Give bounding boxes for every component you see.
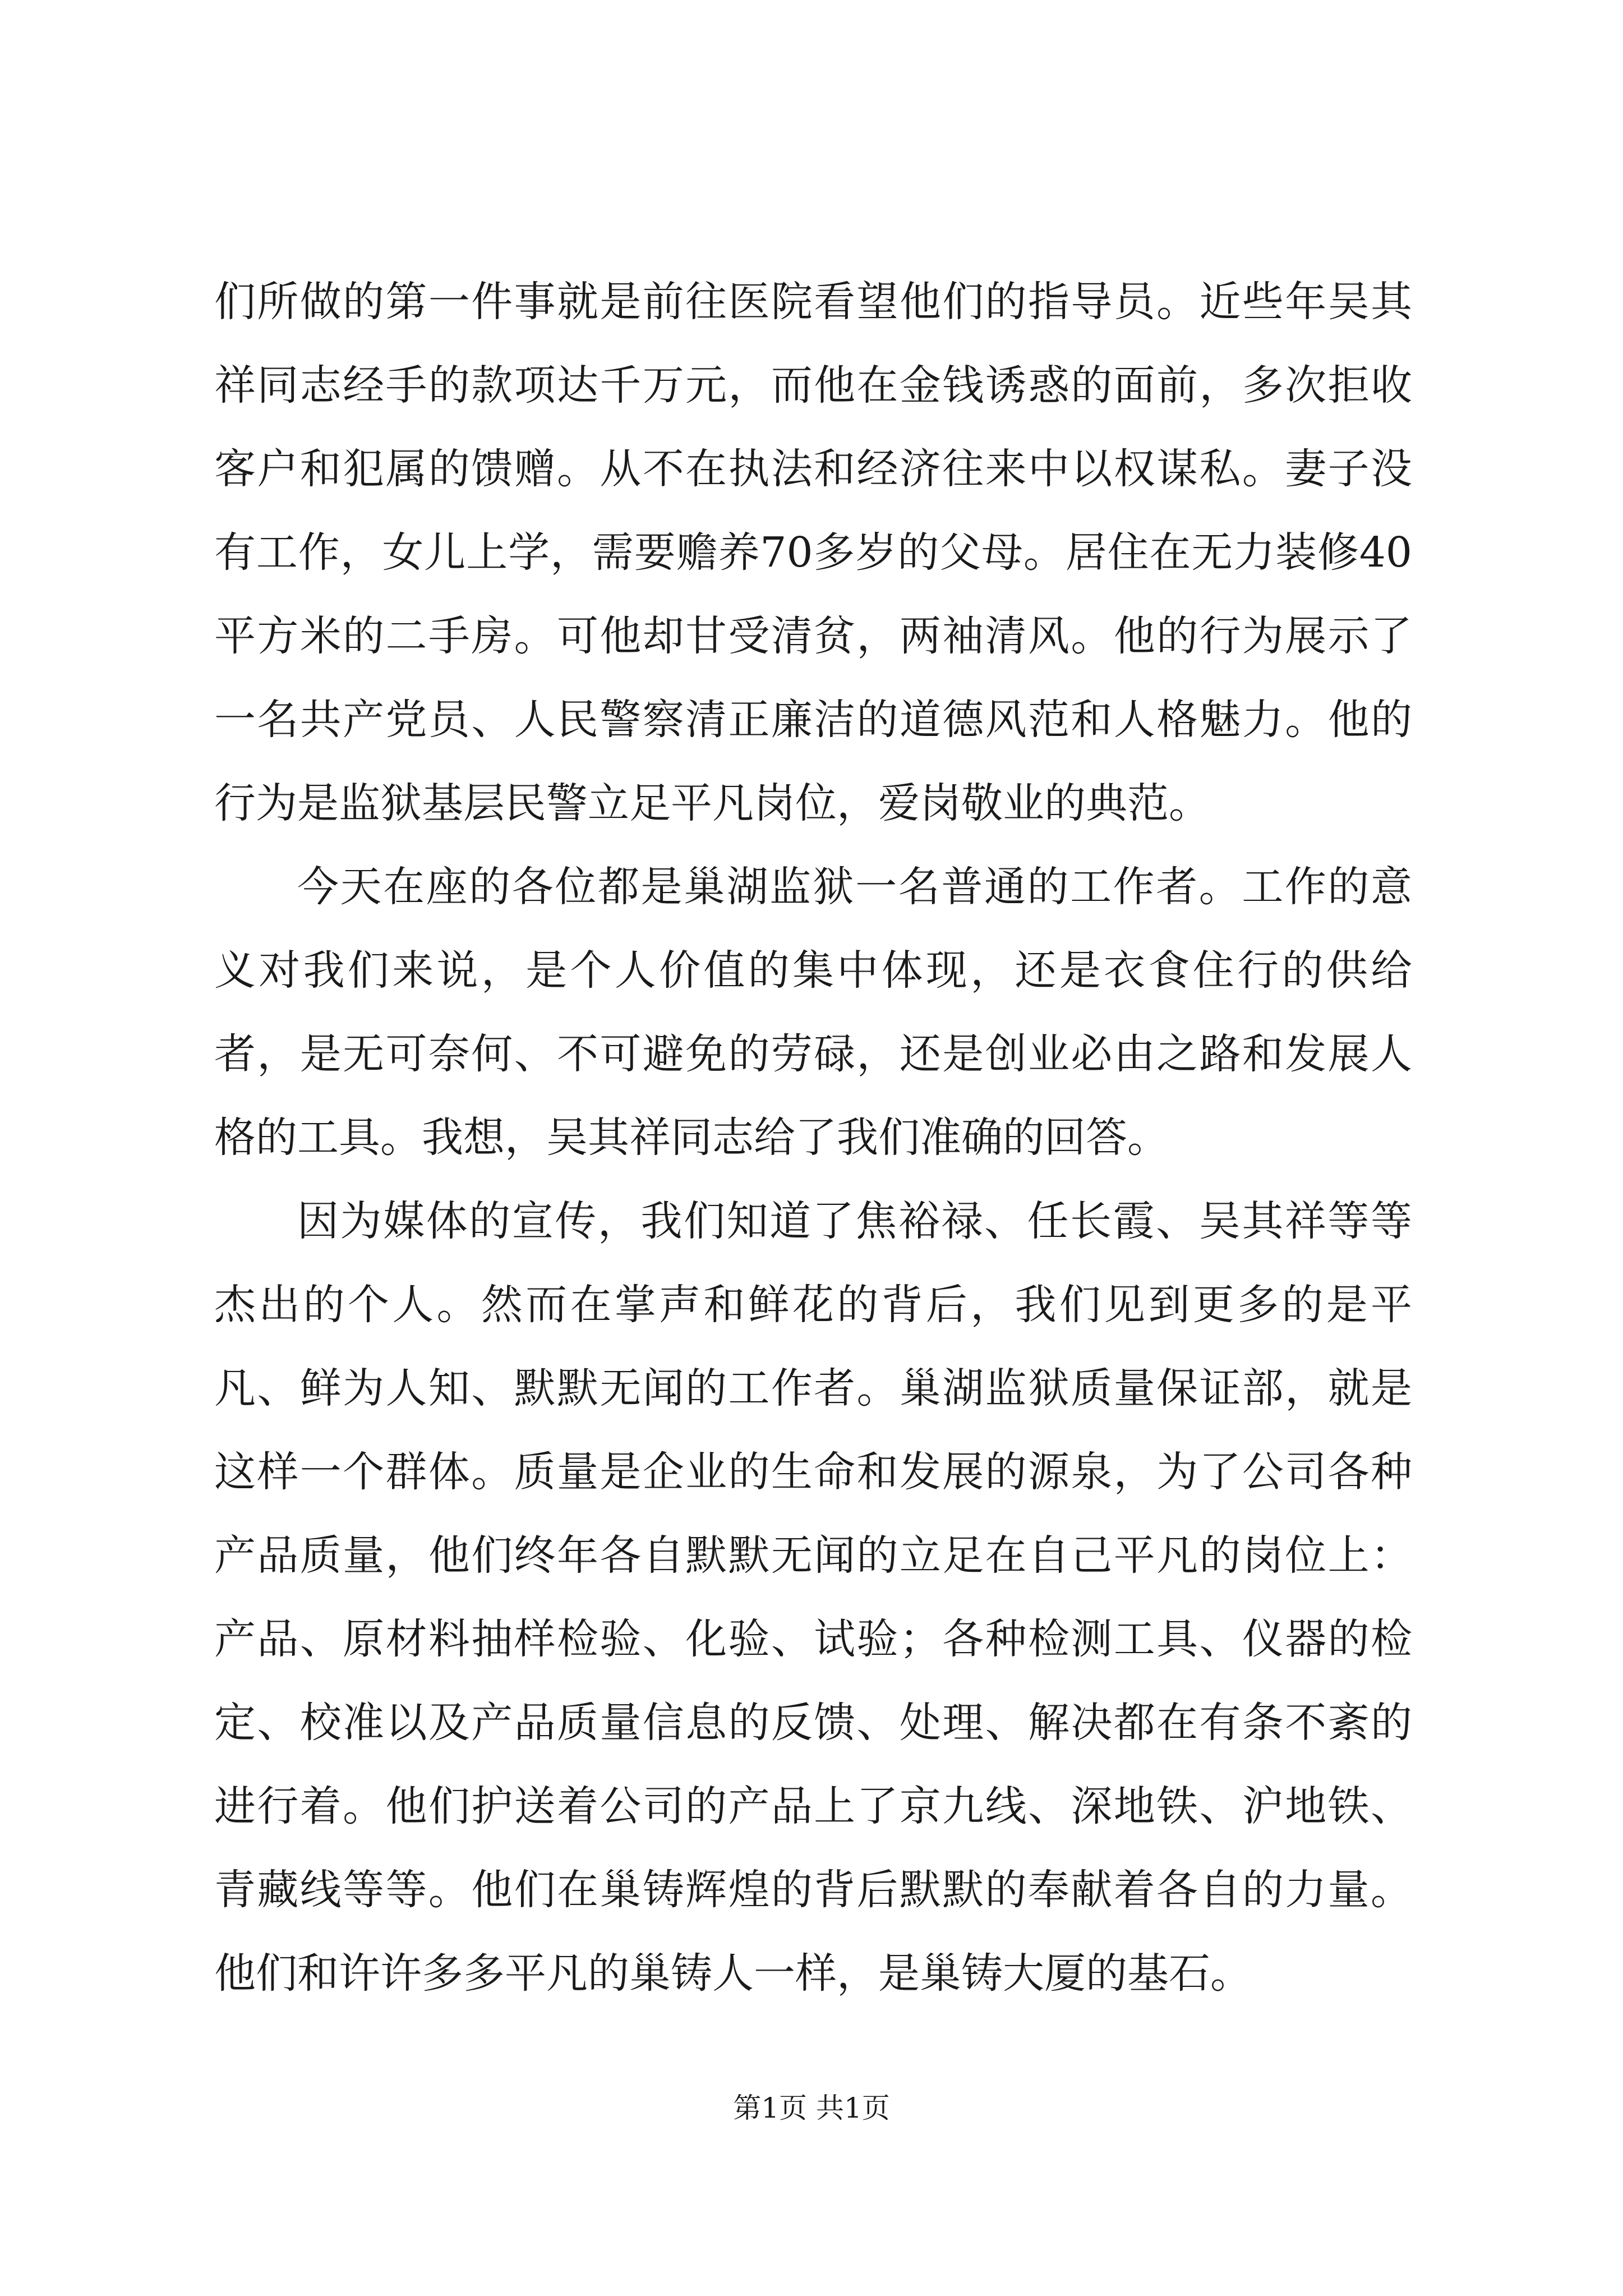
paragraph-1: 们所做的第一件事就是前往医院看望他们的指导员。近些年吴其祥同志经手的款项达千万元，而他在金钱诱惑的面前，多次拒收客户和犯属的馈赠。从不在执法和经济往来中以权谋私。妻子没有工作，女儿上学，需要赡养70多岁的父母。居住在无力装修40平方米的二手房。可他却甘受清贫，两袖清风。他的行为展示了一名共产党员、人民警察清正廉洁的道德风范和人格魅力。他的行为是监狱基层民警立足平凡岗位，爱岗敬业的典范。 [214,278,1412,827]
document-body [214,260,1412,2016]
paragraph-2: 今天在座的各位都是巢湖监狱一名普通的工作者。工作的意义对我们来说，是个人价值的集中体现，还是衣食住行的供给者，是无可奈何、不可避免的劳碌，还是创业必由之路和发展人格的工具。我想，吴其祥同志给了我们准确的回答。 [214,863,1412,1162]
paragraph-3: 因为媒体的宣传，我们知道了焦裕禄、任长霞、吴其祥等等杰出的个人。然而在掌声和鲜花的背后，我们见到更多的是平凡、鲜为人知、默默无闻的工作者。巢湖监狱质量保证部，就是这样一个群体。质量是企业的生命和发展的源泉，为了公司各种产品质量，他们终年各自默默无闻的立足在自己平凡的岗位上：产品、原材料抽样检验、化验、试验；各种检测工具、仪器的检定、校准以及产品质量信息的反馈、处理、解决都在有条不紊的进行着。他们护送着公司的产品上了京九线、深地铁、沪地铁、青藏线等等。他们在巢铸辉煌的背后默默的奉献着各自的力量。他们和许许多多平凡的巢铸人一样，是巢铸大厦的基石。 [214,1197,1412,1998]
page-number-footer: 第1页 共1页 [733,2092,890,2124]
